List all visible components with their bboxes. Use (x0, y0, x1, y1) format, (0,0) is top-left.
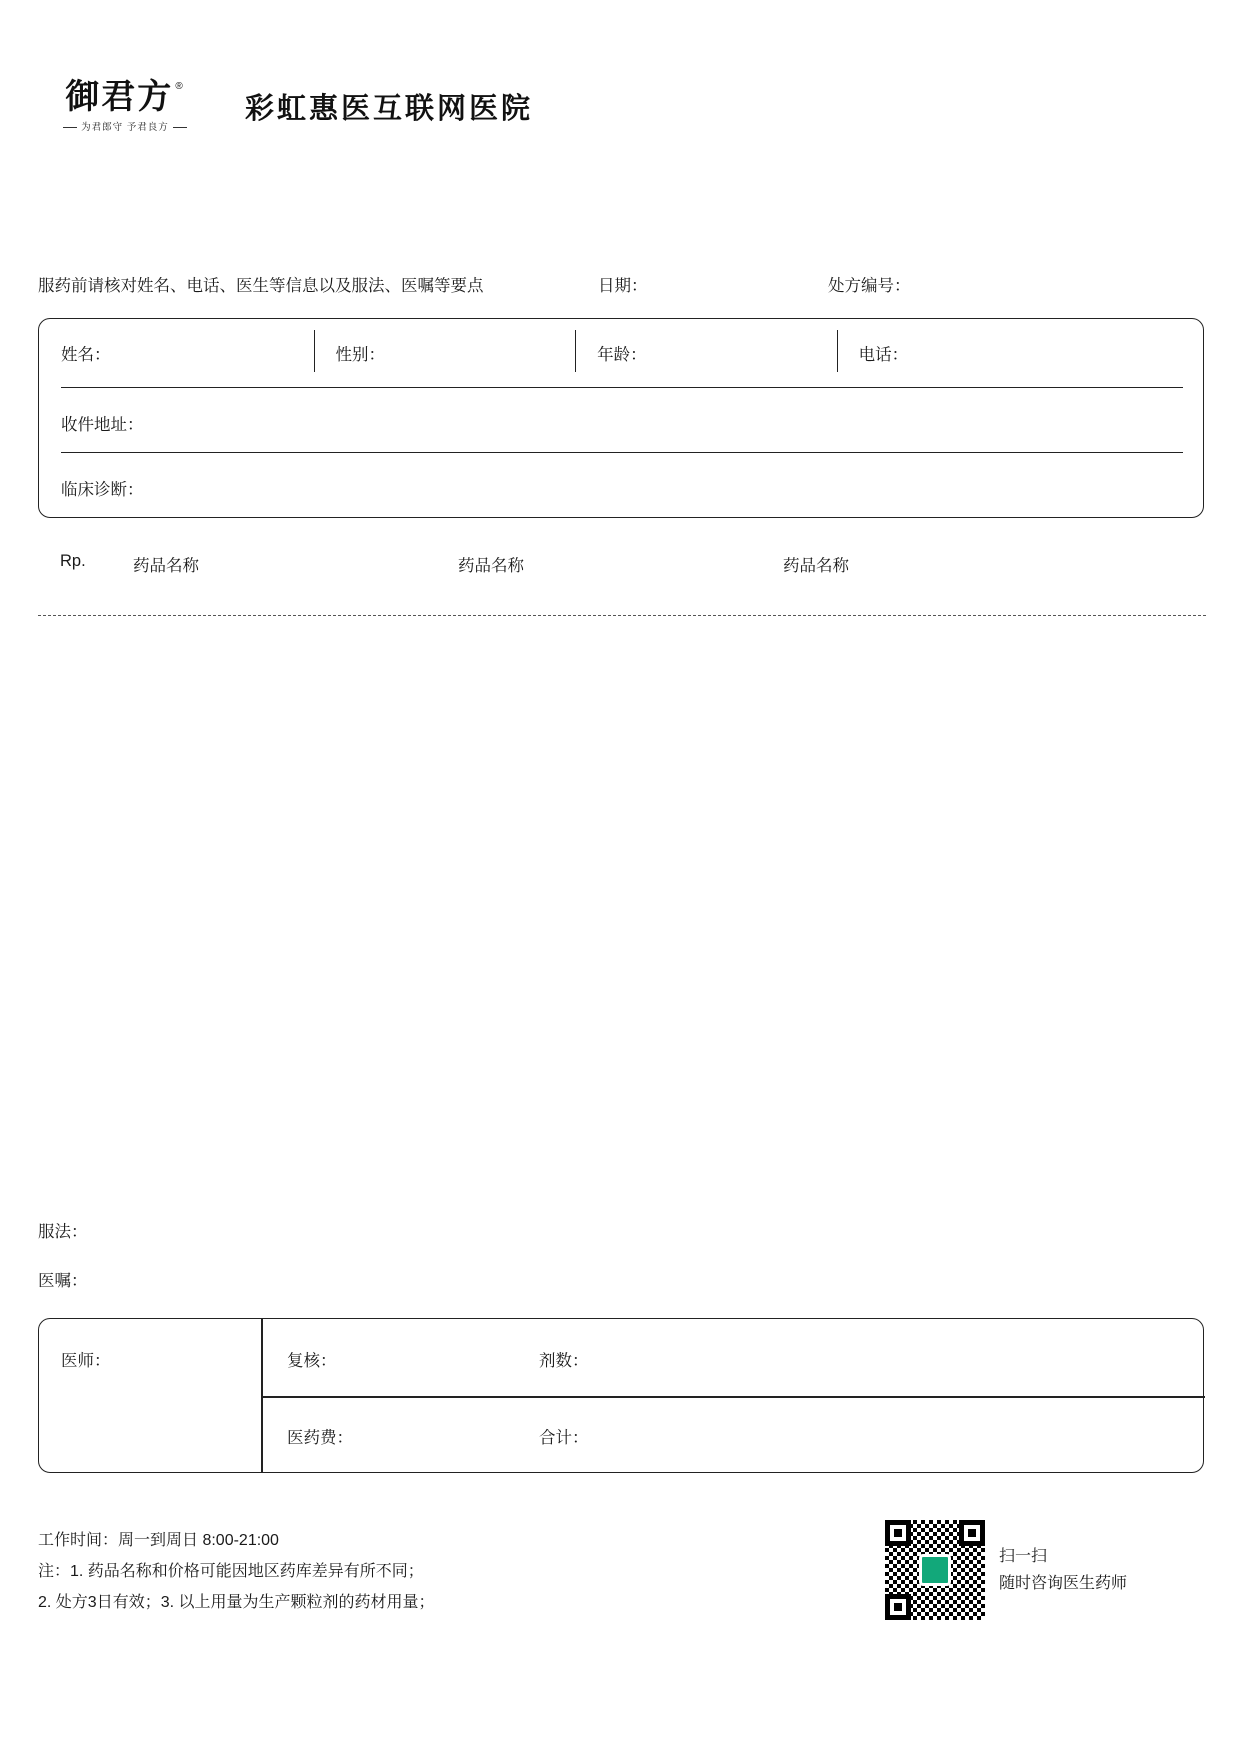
signature-box-horizontal-divider (261, 1396, 1205, 1398)
dose-count-label: 剂数： (539, 1352, 589, 1370)
clinical-diagnosis-field[interactable] (39, 454, 1203, 519)
rp-header-row (38, 552, 1206, 582)
doctor-field[interactable] (61, 1347, 111, 1371)
qr-finder-top-right-icon (959, 1520, 985, 1546)
signature-box (38, 1318, 1204, 1473)
qr-caption (999, 1543, 1127, 1597)
patient-name-field[interactable] (39, 319, 314, 389)
patient-gender-field[interactable] (314, 319, 576, 389)
medicine-fee-field[interactable] (287, 1424, 353, 1448)
drug-name-column-1-header: 药品名称 (133, 557, 199, 575)
hospital-name: 彩虹惠医互联网医院 (245, 90, 534, 125)
usage-label: 服法： (38, 1223, 88, 1241)
date-label: 日期： (598, 277, 648, 295)
patient-info-row-1 (39, 319, 1203, 389)
logo-main-text: 御君方 (65, 77, 174, 117)
patient-age-field[interactable] (575, 319, 837, 389)
document-header (55, 77, 534, 133)
total-fee-field[interactable] (539, 1424, 589, 1448)
patient-address-field[interactable] (39, 389, 1203, 454)
working-hours-text: 工作时间：周一到周日 8:00-21:00 (38, 1532, 279, 1549)
qr-finder-bottom-left-icon (885, 1594, 911, 1620)
drug-name-column-2-header: 药品名称 (458, 557, 524, 575)
medical-advice-field[interactable] (38, 1267, 88, 1291)
patient-address-label: 收件地址： (61, 416, 144, 434)
logo-slogan-text: 为君郎守 予君良方 (81, 122, 169, 133)
qr-caption-line-2: 随时咨询医生药师 (999, 1575, 1128, 1592)
drug-name-column-3-header: 药品名称 (783, 557, 849, 575)
patient-phone-label: 电话： (858, 346, 909, 364)
doctor-label: 医师： (61, 1352, 111, 1370)
slogan-dash-right-icon (173, 127, 187, 128)
medicine-fee-label: 医药费： (287, 1429, 353, 1447)
registered-trademark-icon: ® (175, 81, 185, 92)
patient-age-label: 年龄： (597, 346, 647, 364)
rp-divider (38, 615, 1206, 616)
qr-finder-top-left-icon (885, 1520, 911, 1546)
note-line-1: 注：1. 药品名称和价格可能因地区药库差异有所不同； (38, 1563, 424, 1581)
recheck-label: 复核： (287, 1352, 337, 1370)
bottom-notes (38, 1525, 434, 1619)
recheck-field[interactable] (287, 1347, 337, 1371)
patient-info-box (38, 318, 1204, 518)
rp-label: Rp. (60, 552, 86, 570)
qr-caption-line-1: 扫一扫 (999, 1547, 1048, 1565)
notice-text: 服药前请核对姓名、电话、医生等信息以及服法、医嘱等要点 (38, 277, 484, 295)
note-line-2: 2. 处方3日有效；3. 以上用量为生产颗粒剂的药材用量； (38, 1594, 435, 1612)
logo-wordmark (65, 77, 185, 117)
qr-section (885, 1520, 1127, 1620)
clinical-diagnosis-label: 临床诊断： (61, 481, 144, 499)
usage-field[interactable] (38, 1218, 88, 1242)
qr-code-icon[interactable] (885, 1520, 985, 1620)
prescription-number-label: 处方编号： (828, 277, 911, 295)
patient-phone-field[interactable] (837, 319, 1203, 389)
patient-name-label: 姓名： (61, 346, 111, 364)
logo-slogan (63, 123, 187, 133)
brand-logo (55, 77, 195, 133)
dose-count-field[interactable] (539, 1347, 589, 1371)
total-label: 合计： (539, 1429, 589, 1447)
patient-gender-label: 性别： (335, 346, 386, 364)
medical-advice-label: 医嘱： (38, 1272, 88, 1290)
slogan-dash-left-icon (63, 127, 77, 128)
